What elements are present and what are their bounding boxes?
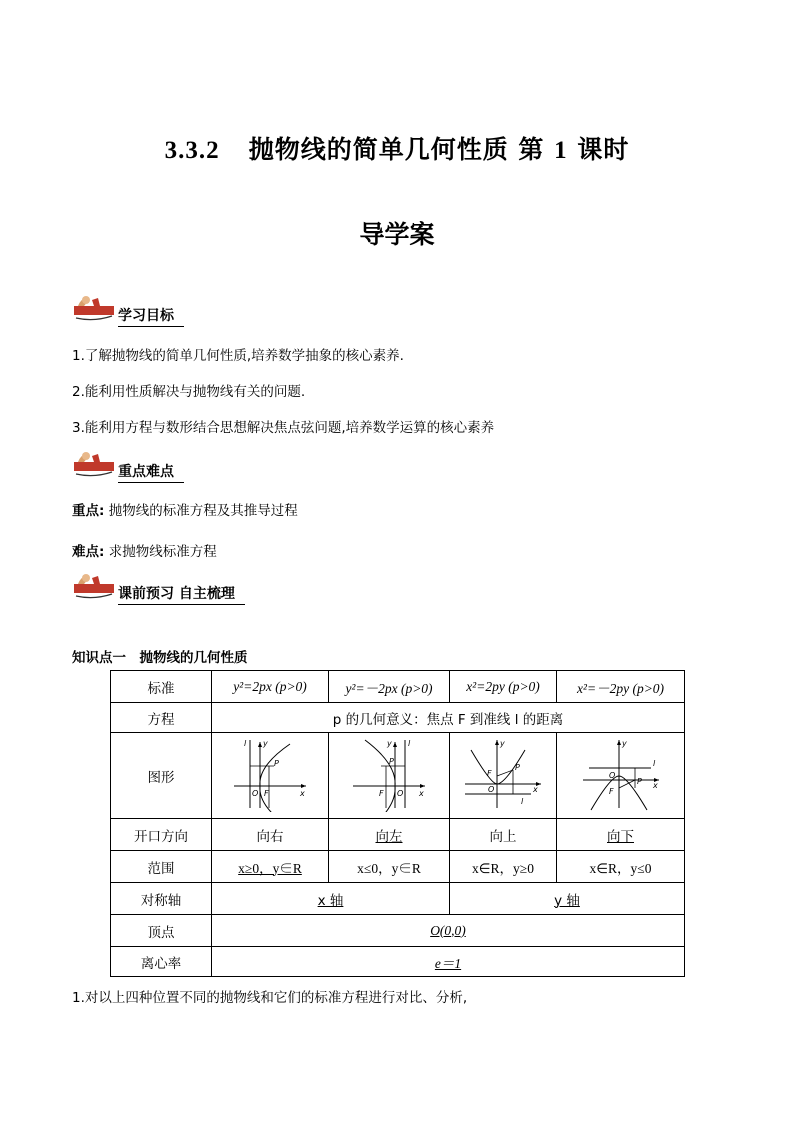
parabola-down-graph xyxy=(579,736,663,812)
parabola-left-graph xyxy=(349,736,429,812)
svg-text:P: P xyxy=(389,756,394,766)
page-title xyxy=(0,130,794,166)
graph-cell xyxy=(212,733,329,819)
row-header-axis: 对称轴 xyxy=(111,883,212,915)
svg-text:l: l xyxy=(652,758,655,768)
goal-3: 3.能利用方程与数形结合思想解决焦点弦问题,培养数学运算的核心素养 xyxy=(72,420,495,436)
axis-cell: y 轴 xyxy=(450,883,685,915)
equation-cell: y²=－2px (p>0) xyxy=(329,671,450,703)
section-badge-icon xyxy=(72,450,116,480)
svg-text:y: y xyxy=(500,738,505,748)
axis-cell: x 轴 xyxy=(212,883,450,915)
section-badge-icon xyxy=(72,294,116,324)
knowledge-title: 知识点一 抛物线的几何性质 xyxy=(72,650,248,666)
hard-label: 难点: xyxy=(72,544,105,560)
row-header-range: 范围 xyxy=(111,851,212,883)
row-header-equation: 方程 xyxy=(111,703,212,733)
lesson-number: 3.3.2 xyxy=(164,137,220,164)
section-label: 重点难点 xyxy=(118,461,184,483)
page-subtitle: 导学案 xyxy=(359,220,435,249)
equation-cell: x²=－2py (p>0) xyxy=(557,671,685,703)
range-cell: x≥0，y∈R xyxy=(212,851,329,883)
parabola-right-graph xyxy=(230,736,310,812)
svg-text:x: x xyxy=(533,784,538,794)
svg-text:O: O xyxy=(252,788,259,798)
range-cell: x∈R，y≥0 xyxy=(450,851,557,883)
range-cell: x≤0，y∈R xyxy=(329,851,450,883)
row-header-vertex: 顶点 xyxy=(111,915,212,947)
properties-table xyxy=(110,670,685,977)
section-label: 学习目标 xyxy=(118,305,184,327)
svg-text:y: y xyxy=(621,738,627,748)
row-header-eccentricity: 离心率 xyxy=(111,947,212,977)
eccentricity-cell: e＝1 xyxy=(212,947,685,977)
section-badge-icon xyxy=(72,572,116,602)
svg-text:y: y xyxy=(387,738,392,748)
svg-text:l: l xyxy=(408,738,411,748)
svg-text:F: F xyxy=(487,768,492,778)
svg-text:F: F xyxy=(608,786,614,796)
equation-cell: x²=2py (p>0) xyxy=(450,671,557,703)
title-suffix: 课时 xyxy=(577,135,630,164)
svg-text:O: O xyxy=(608,770,615,780)
goal-1: 1.了解抛物线的简单几何性质,培养数学抽象的核心素养. xyxy=(72,348,404,364)
svg-text:P: P xyxy=(636,776,642,786)
row-header-standard: 标准 xyxy=(111,671,212,703)
opening-cell: 向下 xyxy=(557,819,685,851)
goal-2: 2.能利用性质解决与抛物线有关的问题. xyxy=(72,384,306,400)
lesson-count: 1 xyxy=(554,137,568,164)
svg-text:l: l xyxy=(244,738,247,748)
svg-text:P: P xyxy=(274,758,279,768)
svg-text:F: F xyxy=(379,788,384,798)
svg-text:x: x xyxy=(652,780,658,790)
svg-text:P: P xyxy=(515,762,520,772)
svg-text:O: O xyxy=(488,784,495,794)
graph-cell xyxy=(450,733,557,819)
p-meaning-cell: p 的几何意义：焦点 F 到准线 l 的距离 xyxy=(212,703,685,733)
graph-cell xyxy=(557,733,685,819)
key-point xyxy=(72,499,298,519)
section-label: 课前预习 自主梳理 xyxy=(118,583,245,605)
svg-text:O: O xyxy=(397,788,404,798)
vertex-cell: O(0,0) xyxy=(212,915,685,947)
svg-text:y: y xyxy=(263,738,268,748)
key-label: 重点: xyxy=(72,503,105,519)
bottom-paragraph: 1.对以上四种位置不同的抛物线和它们的标准方程进行对比、分析, xyxy=(72,990,468,1006)
parabola-up-graph xyxy=(461,736,545,812)
hard-text: 求抛物线标准方程 xyxy=(108,544,217,560)
svg-text:l: l xyxy=(521,796,524,806)
opening-cell: 向左 xyxy=(329,819,450,851)
row-header-graph: 图形 xyxy=(111,733,212,819)
row-header-opening: 开口方向 xyxy=(111,819,212,851)
opening-cell: 向上 xyxy=(450,819,557,851)
equation-cell: y²=2px (p>0) xyxy=(212,671,329,703)
title-main: 抛物线的简单几何性质 第 xyxy=(248,135,545,164)
svg-text:F: F xyxy=(264,788,269,798)
hard-point xyxy=(72,540,217,560)
svg-text:x: x xyxy=(419,788,424,798)
range-cell: x∈R，y≤0 xyxy=(557,851,685,883)
graph-cell xyxy=(329,733,450,819)
svg-text:x: x xyxy=(300,788,305,798)
opening-cell: 向右 xyxy=(212,819,329,851)
key-text: 抛物线的标准方程及其推导过程 xyxy=(108,503,298,519)
